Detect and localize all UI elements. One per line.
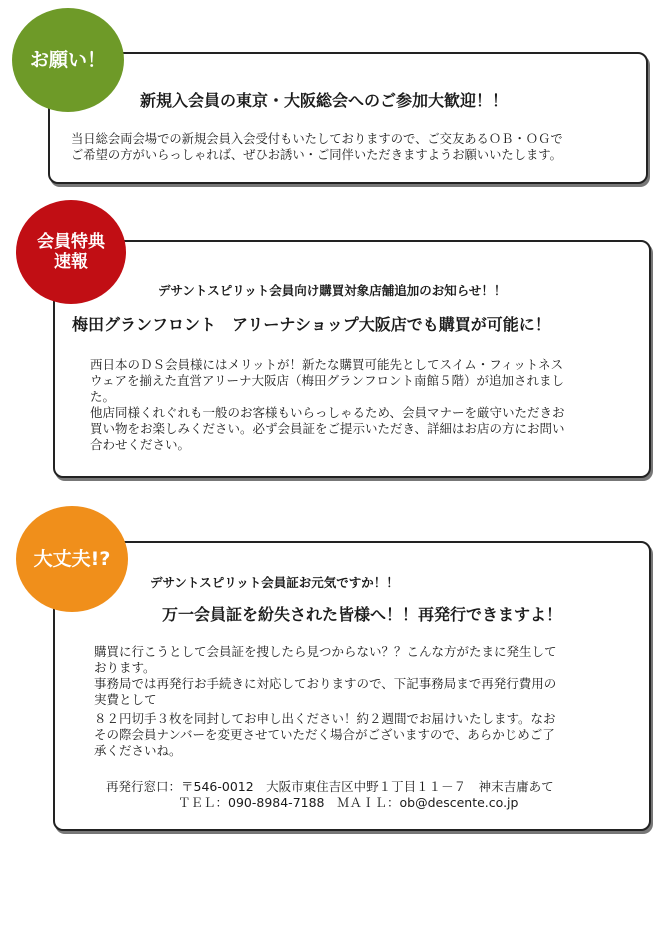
- section1-body-line-1: 当日総会両会場での新規会員入会受付もいたしておりますので、ご交友あるＯＢ・ＯＧで: [71, 132, 563, 146]
- section3-body-line-4: 実費として: [94, 692, 157, 707]
- section3-body-line-2: おります。: [94, 660, 156, 675]
- section3-body-line-5: ８２円切手３枚を同封してお申し出ください！約２週間でお届けいたします。なお: [94, 711, 556, 726]
- section2-body-line-1: 西日本のＤＳ会員様にはメリットが！新たな購買可能先としてスイム・フィットネス: [90, 357, 564, 372]
- section2-body-line-4: 他店同様くれぐれも一般のお客様もいらっしゃるため、会員マナーを厳守いただきお: [90, 405, 565, 420]
- section3-body-line-1: 購買に行こうとして会員証を捜したら見つからない？？こんな方がたまに発生して: [94, 644, 557, 659]
- reissue-contact-address: 再発行窓口：〒546-0012 大阪市東住吉区中野１丁目１１－７ 神末吉庸あて: [106, 779, 554, 794]
- badge-member-benefit-line-2: 速報: [54, 252, 88, 272]
- badge-request: [12, 8, 124, 112]
- section3-subtitle: デサントスピリット会員証お元気ですか！！: [150, 575, 399, 590]
- section2-body-line-5: 買い物をお楽しみください。必ず会員証をご提示いただき、詳細はお店の方にお問い: [90, 421, 565, 436]
- badge-member-benefit-line-1: 会員特典: [37, 231, 105, 252]
- section2-subtitle: デサントスピリット会員向け購買対象店舗追加のお知らせ！！: [158, 283, 507, 298]
- section2-body-line-2: ウェアを揃えた直営アリーナ大阪店（梅田グランフロント南館５階）が追加されまし: [90, 373, 565, 388]
- badge-request-text: お願い！: [29, 48, 106, 71]
- reissue-contact-tel-mail: ＴＥＬ：090-8984-7188 ＭＡＩＬ：ob@descente.co.jp: [178, 795, 519, 810]
- section1-title: 新規入会員の東京・大阪総会へのご参加大歓迎！！: [140, 91, 509, 110]
- badge-are-you-ok-text: 大丈夫!?: [33, 547, 111, 570]
- section1-body-line-2: ご希望の方がいらっしゃれば、ぜひお誘い・ご同伴いただきますようお願いいたします。: [71, 148, 562, 162]
- section3-body-line-7: 承くださいね。: [94, 743, 182, 758]
- section3-body-line-3: 事務局では再発行お手続きに対応しておりますので、下記事務局まで再発行費用の: [94, 676, 557, 691]
- section3-title: 万一会員証を紛失された皆様へ！！再発行できますよ！: [162, 605, 563, 624]
- badge-member-benefit: [16, 200, 126, 304]
- section2-title: 梅田グランフロント アリーナショップ大阪店でも購買が可能に！: [72, 315, 551, 334]
- section-request-box: [48, 52, 648, 184]
- section2-body-line-6: 合わせください。: [90, 437, 191, 452]
- badge-are-you-ok: [16, 506, 128, 612]
- section2-body-line-3: た。: [90, 389, 116, 404]
- section3-body-line-6: その際会員ナンバーを変更させていただく場合がございますので、あらかじめご了: [94, 727, 555, 742]
